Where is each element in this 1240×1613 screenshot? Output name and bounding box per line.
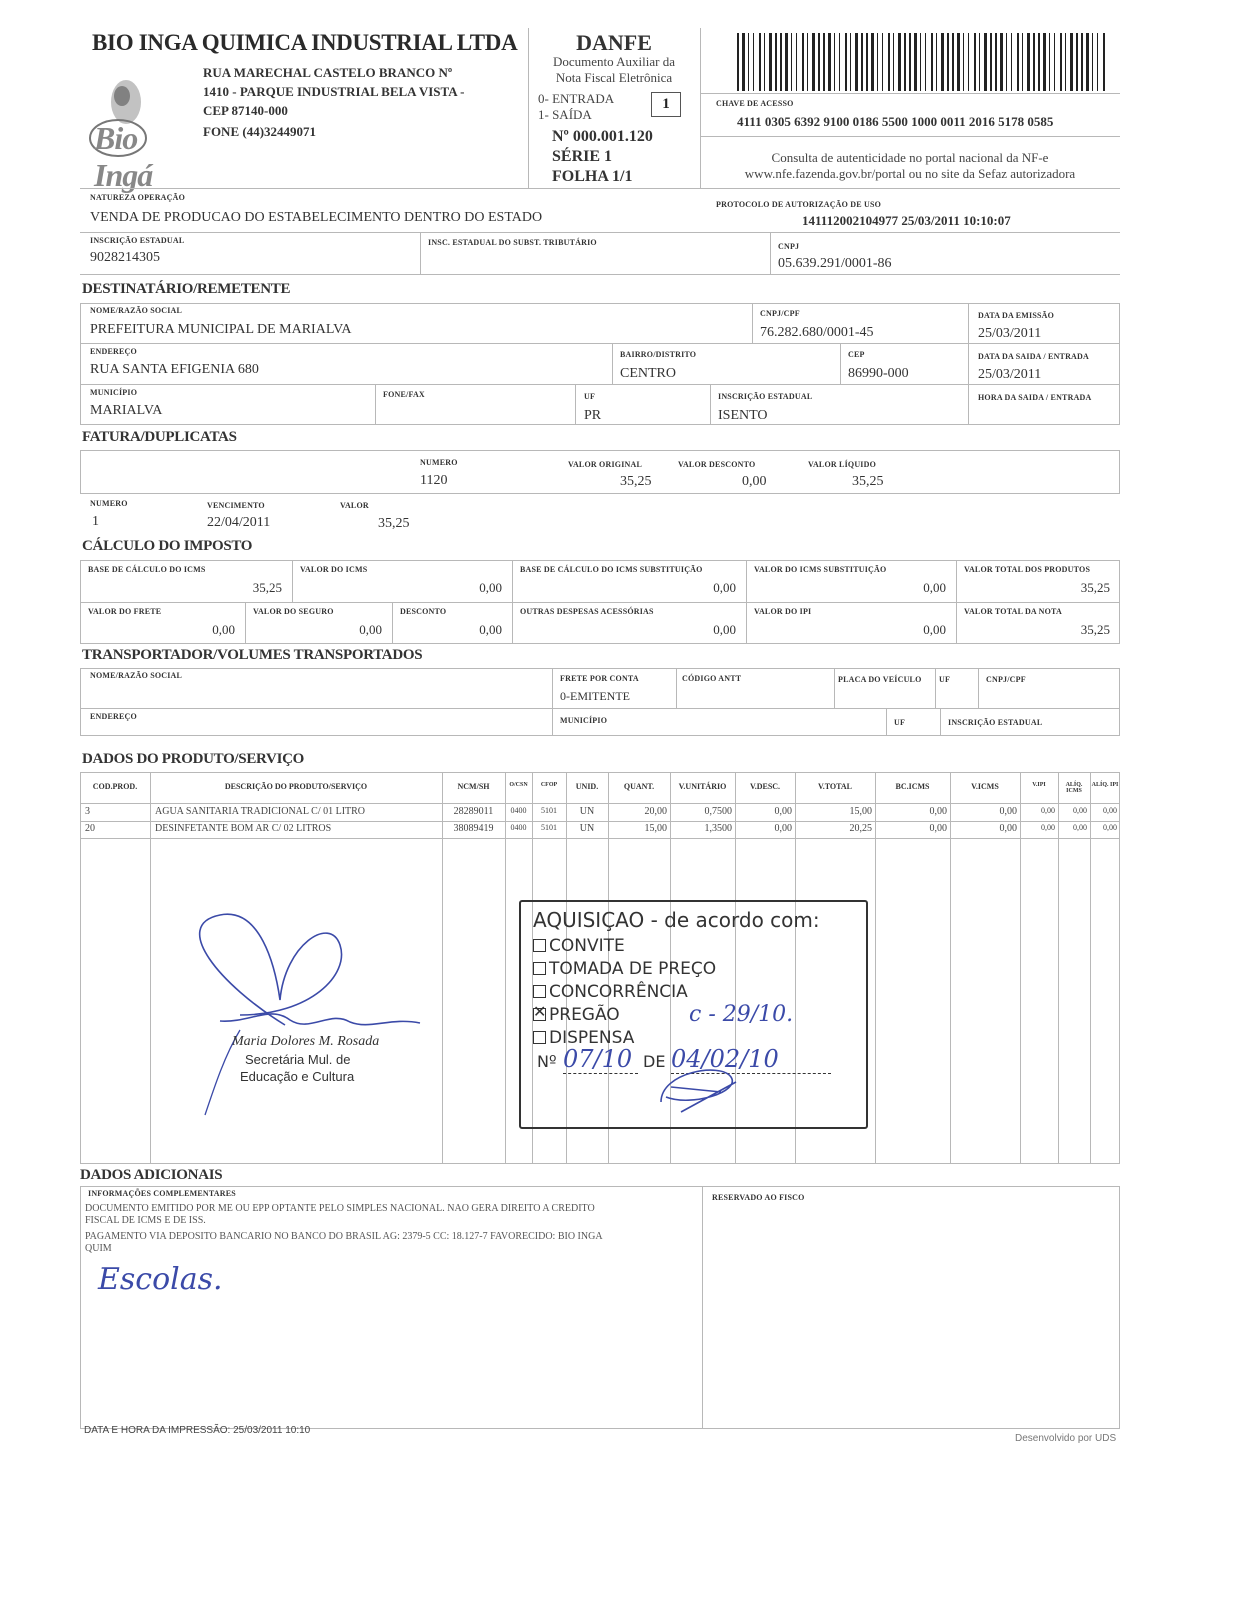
danfe-serie: SÉRIE 1 <box>552 148 613 165</box>
ie-value: 9028214305 <box>90 250 160 265</box>
prod-header-11: V.ICMS <box>971 782 999 791</box>
danfe-numero: Nº 000.001.120 <box>552 128 653 145</box>
natureza-value: VENDA DE PRODUCAO DO ESTABELECIMENTO DENTRO DO ESTADO <box>90 210 543 225</box>
cnpj-label: CNPJ <box>778 242 800 251</box>
r2-value-2: 0,00 <box>479 622 502 637</box>
danfe-subtitle-1: Documento Auxiliar da <box>552 54 676 69</box>
signature-scribble <box>180 905 440 1120</box>
prod-cell: 0,00 <box>774 806 792 817</box>
prod-cell: 15,00 <box>644 823 667 834</box>
prod-cell: 0400 <box>510 823 527 832</box>
prod-cell: 5101 <box>541 823 557 832</box>
prod-cell: 0,00 <box>1041 806 1055 815</box>
info-line-1: DOCUMENTO EMITIDO POR ME OU EPP OPTANTE PELO SIMPLES NACIONAL. NAO GERA DIREITO A CREDITO <box>85 1203 595 1214</box>
section-transportador: TRANSPORTADOR/VOLUMES TRANSPORTADOS <box>82 647 423 663</box>
fisco-label: RESERVADO AO FISCO <box>712 1193 805 1202</box>
dup-venc: 22/04/2011 <box>207 515 271 530</box>
r2-label-2: DESCONTO <box>400 607 447 616</box>
transp-uf2-label: UF <box>894 718 906 727</box>
fatura-vorig-label: VALOR ORIGINAL <box>568 460 642 469</box>
prod-header-0: COD.PROD. <box>92 782 138 791</box>
prod-cell: 0,00 <box>1073 823 1087 832</box>
r2-value-5: 35,25 <box>1080 622 1110 637</box>
fatura-vdesc: 0,00 <box>742 474 767 489</box>
r1-label-1: VALOR DO ICMS <box>300 565 368 574</box>
prod-header-5: UNID. <box>575 782 599 791</box>
prod-cell: 0,00 <box>999 823 1017 834</box>
r2-value-4: 0,00 <box>923 622 946 637</box>
transp-antt-label: CÓDIGO ANTT <box>682 674 742 683</box>
r1-value-1: 0,00 <box>479 580 502 595</box>
transp-placa-label: PLACA DO VEÍCULO <box>838 675 922 684</box>
r2-value-1: 0,00 <box>359 622 382 637</box>
prod-cell: 20,00 <box>644 806 667 817</box>
stamp-checkbox <box>533 939 546 952</box>
section-adicionais: DADOS ADICIONAIS <box>80 1167 223 1183</box>
prod-cell: UN <box>579 806 595 817</box>
dest-bairro-label: BAIRRO/DISTRITO <box>620 350 697 359</box>
prod-cell: UN <box>579 823 595 834</box>
prod-header-13: ALÍQ. ICMS <box>1065 782 1083 794</box>
prod-header-9: V.TOTAL <box>817 782 852 791</box>
transp-cnpj-label: CNPJ/CPF <box>986 675 1026 684</box>
info-line-3: PAGAMENTO VIA DEPOSITO BANCARIO NO BANCO DO BRASIL AG: 2379-5 CC: 18.127-7 FAVORECIDO: BIO INGA <box>85 1231 603 1242</box>
section-destinatario: DESTINATÁRIO/REMETENTE <box>82 281 291 297</box>
r1-label-3: VALOR DO ICMS SUBSTITUIÇÃO <box>754 565 887 574</box>
prod-cell: 3 <box>85 806 90 817</box>
prod-cell: 38089419 <box>453 823 494 834</box>
r2-value-3: 0,00 <box>713 622 736 637</box>
stamp-option-1 <box>533 959 716 979</box>
stamp-option-2 <box>533 982 688 1002</box>
prod-cell: 0,7500 <box>704 806 732 817</box>
company-logo <box>88 68 193 193</box>
r2-label-5: VALOR TOTAL DA NOTA <box>964 607 1062 616</box>
protocolo-label: PROTOCOLO DE AUTORIZAÇÃO DE USO <box>716 200 882 209</box>
danfe-saida: 1- SAÍDA <box>538 107 592 122</box>
prod-header-12: V.IPI <box>1032 782 1046 788</box>
dest-cnpj: 76.282.680/0001-45 <box>760 325 874 340</box>
prod-cell: 20,25 <box>849 823 872 834</box>
prod-header-6: QUANT. <box>623 782 655 791</box>
dest-fone-label: FONE/FAX <box>383 390 425 399</box>
prod-header-2: NCM/SH <box>457 782 490 791</box>
r1-value-4: 35,25 <box>1080 580 1110 595</box>
prod-cell: 0,00 <box>999 806 1017 817</box>
r1-label-2: BASE DE CÁLCULO DO ICMS SUBSTITUIÇÃO <box>520 565 703 574</box>
acquisition-stamp <box>519 900 868 1129</box>
ie-subst-label: INSC. ESTADUAL DO SUBST. TRIBUTÁRIO <box>428 238 597 247</box>
dest-municipio: MARIALVA <box>90 403 163 418</box>
danfe-tipo-box <box>651 92 681 117</box>
emitente-address-line-1: RUA MARECHAL CASTELO BRANCO Nº <box>203 65 453 80</box>
r2-label-4: VALOR DO IPI <box>754 607 812 616</box>
ie-label: INSCRIÇÃO ESTADUAL <box>90 236 185 245</box>
r2-label-3: OUTRAS DESPESAS ACESSÓRIAS <box>520 607 654 616</box>
r2-label-1: VALOR DO SEGURO <box>253 607 334 616</box>
stamp-de: DE <box>643 1052 666 1071</box>
emitente-address-line-3: CEP 87140-000 <box>203 103 288 118</box>
r2-label-0: VALOR DO FRETE <box>88 607 162 616</box>
consulta-line-2: www.nfe.fazenda.gov.br/portal ou no site da Sefaz autorizadora <box>744 166 1076 181</box>
transp-uf-label: UF <box>939 675 951 684</box>
fatura-vorig: 35,25 <box>620 474 652 489</box>
stamp-checkbox <box>533 962 546 975</box>
dest-endereco: RUA SANTA EFIGENIA 680 <box>90 362 259 377</box>
signer-role-2: Educação e Cultura <box>240 1069 355 1084</box>
danfe-title: DANFE <box>576 30 652 55</box>
prod-cell: 0,00 <box>1073 806 1087 815</box>
section-produtos: DADOS DO PRODUTO/SERVIÇO <box>82 751 305 767</box>
dest-saida: 25/03/2011 <box>978 367 1042 382</box>
stamp-handwritten: c - 29/10. <box>689 1002 794 1027</box>
stamp-option-label: DISPENSA <box>549 1028 635 1048</box>
transp-frete: 0-EMITENTE <box>560 689 630 703</box>
prod-cell: 15,00 <box>849 806 872 817</box>
signer-role-1: Secretária Mul. de <box>245 1052 351 1067</box>
dest-nome: PREFEITURA MUNICIPAL DE MARIALVA <box>90 322 352 337</box>
prod-cell: 28289011 <box>453 806 494 817</box>
fatura-vdesc-label: VALOR DESCONTO <box>678 460 756 469</box>
danfe-entrada: 0- ENTRADA <box>538 91 615 106</box>
r1-value-3: 0,00 <box>923 580 946 595</box>
fatura-vliq: 35,25 <box>852 474 884 489</box>
fatura-numero: 1120 <box>420 473 448 488</box>
stamp-option-label: TOMADA DE PREÇO <box>549 959 717 979</box>
prod-header-3: O/CSN <box>509 782 528 788</box>
dest-saida-label: DATA DA SAIDA / ENTRADA <box>978 352 1089 361</box>
consulta-line-1: Consulta de autenticidade no portal nacional da NF-e <box>771 150 1049 165</box>
protocolo-value: 141112002104977 25/03/2011 10:10:07 <box>802 213 1011 228</box>
dest-ie-label: INSCRIÇÃO ESTADUAL <box>718 392 813 401</box>
section-fatura: FATURA/DUPLICATAS <box>82 429 237 445</box>
stamp-option-0 <box>533 936 625 956</box>
prod-cell: 0,00 <box>1103 806 1117 815</box>
dest-ie: ISENTO <box>718 408 768 423</box>
prod-cell: 20 <box>85 823 95 834</box>
danfe-folha: FOLHA 1/1 <box>552 168 633 185</box>
dest-bairro: CENTRO <box>620 366 676 381</box>
barcode <box>737 33 1117 93</box>
dup-valor-label: VALOR <box>340 501 369 510</box>
prod-cell: 0,00 <box>774 823 792 834</box>
dest-hora-label: HORA DA SAIDA / ENTRADA <box>978 393 1092 402</box>
logo-text: Bio Ingá <box>94 120 153 193</box>
r1-label-0: BASE DE CÁLCULO DO ICMS <box>88 565 206 574</box>
r1-value-0: 35,25 <box>252 580 282 595</box>
r1-label-4: VALOR TOTAL DOS PRODUTOS <box>964 565 1091 574</box>
prod-cell: 0,00 <box>1103 823 1117 832</box>
prod-header-7: V.UNITÁRIO <box>678 782 727 791</box>
info-line-4: QUIM <box>85 1243 112 1254</box>
stamp-data: 04/02/10 <box>671 1045 831 1074</box>
stamp-option-3 <box>533 1002 620 1025</box>
stamp-option-label: CONVITE <box>549 936 625 956</box>
stamp-checkbox <box>533 1031 546 1044</box>
prod-cell: 1,3500 <box>704 823 732 834</box>
fatura-vliq-label: VALOR LÍQUIDO <box>808 460 877 469</box>
emitente-name: BIO INGA QUIMICA INDUSTRIAL LTDA <box>92 30 518 55</box>
transp-frete-label: FRETE POR CONTA <box>560 674 639 683</box>
transp-nome-label: NOME/RAZÃO SOCIAL <box>90 671 183 680</box>
prod-header-14: ALÍQ. IPI <box>1091 782 1119 788</box>
stamp-title: AQUISIÇAO - de acordo com: <box>533 908 820 932</box>
dest-uf-label: UF <box>584 392 596 401</box>
stamp-initials-scribble <box>651 1052 751 1122</box>
dest-emissao-label: DATA DA EMISSÃO <box>978 311 1055 320</box>
cnpj-value: 05.639.291/0001-86 <box>778 256 892 271</box>
natureza-label: NATUREZA OPERAÇÃO <box>90 193 186 202</box>
r2-value-0: 0,00 <box>212 622 235 637</box>
stamp-checkbox <box>533 985 546 998</box>
prod-cell: 0,00 <box>929 806 947 817</box>
dup-venc-label: VENCIMENTO <box>207 501 265 510</box>
prod-header-4: CFOP <box>540 782 558 788</box>
signer-name: Maria Dolores M. Rosada <box>232 1034 380 1049</box>
danfe-subtitle-2: Nota Fiscal Eletrônica <box>555 70 673 85</box>
prod-cell: 5101 <box>541 806 557 815</box>
stamp-checkbox: ✕ <box>533 1002 547 1021</box>
dest-nome-label: NOME/RAZÃO SOCIAL <box>90 306 183 315</box>
prod-cell: DESINFETANTE BOM AR C/ 02 LITROS <box>155 823 332 834</box>
dest-emissao: 25/03/2011 <box>978 326 1042 341</box>
r1-value-2: 0,00 <box>713 580 736 595</box>
prod-cell: 0400 <box>510 806 527 815</box>
emitente-address-line-2: 1410 - PARQUE INDUSTRIAL BELA VISTA - <box>203 84 465 99</box>
dest-uf: PR <box>584 408 602 423</box>
chave-value: 4111 0305 6392 9100 0186 5500 1000 0011 2016 5178 0585 <box>737 114 1054 129</box>
prod-cell: 0,00 <box>929 823 947 834</box>
prod-cell: AGUA SANITARIA TRADICIONAL C/ 01 LITRO <box>155 806 366 817</box>
dup-numero-label: NUMERO <box>90 499 128 508</box>
prod-header-10: BC.ICMS <box>895 782 930 791</box>
emitente-phone: FONE (44)32449071 <box>203 124 317 139</box>
dest-endereco-label: ENDEREÇO <box>90 347 137 356</box>
dup-valor: 35,25 <box>378 516 410 531</box>
dest-municipio-label: MUNICÍPIO <box>90 388 138 397</box>
transp-endereco-label: ENDEREÇO <box>90 712 137 721</box>
section-imposto: CÁLCULO DO IMPOSTO <box>82 538 253 554</box>
danfe-tipo: 1 <box>662 96 670 112</box>
handwritten-note: Escolas. <box>98 1262 223 1297</box>
prod-header-8: V.DESC. <box>749 782 781 791</box>
fatura-numero-label: NUMERO <box>420 458 458 467</box>
transp-ie-label: INSCRIÇÃO ESTADUAL <box>948 718 1043 727</box>
dest-cep: 86990-000 <box>848 366 909 381</box>
chave-label: CHAVE DE ACESSO <box>716 99 794 108</box>
dest-cnpj-label: CNPJ/CPF <box>760 309 800 318</box>
stamp-option-label: PREGÃO <box>549 1005 620 1025</box>
info-label: INFORMAÇÕES COMPLEMENTARES <box>88 1189 236 1198</box>
developer-credit: Desenvolvido por UDS <box>1015 1433 1117 1444</box>
stamp-numero: 07/10 <box>563 1045 638 1074</box>
dup-numero: 1 <box>92 514 99 529</box>
transp-municipio-label: MUNICÍPIO <box>560 716 608 725</box>
dest-cep-label: CEP <box>848 350 865 359</box>
stamp-numero-prefix: Nº <box>537 1052 557 1071</box>
prod-header-1: DESCRIÇÃO DO PRODUTO/SERVIÇO <box>224 782 368 791</box>
stamp-option-label: CONCORRÊNCIA <box>549 982 688 1002</box>
prod-cell: 0,00 <box>1041 823 1055 832</box>
info-line-2: FISCAL DE ICMS E DE ISS. <box>85 1215 206 1226</box>
print-timestamp: DATA E HORA DA IMPRESSÃO: 25/03/2011 10:10 <box>84 1425 311 1436</box>
